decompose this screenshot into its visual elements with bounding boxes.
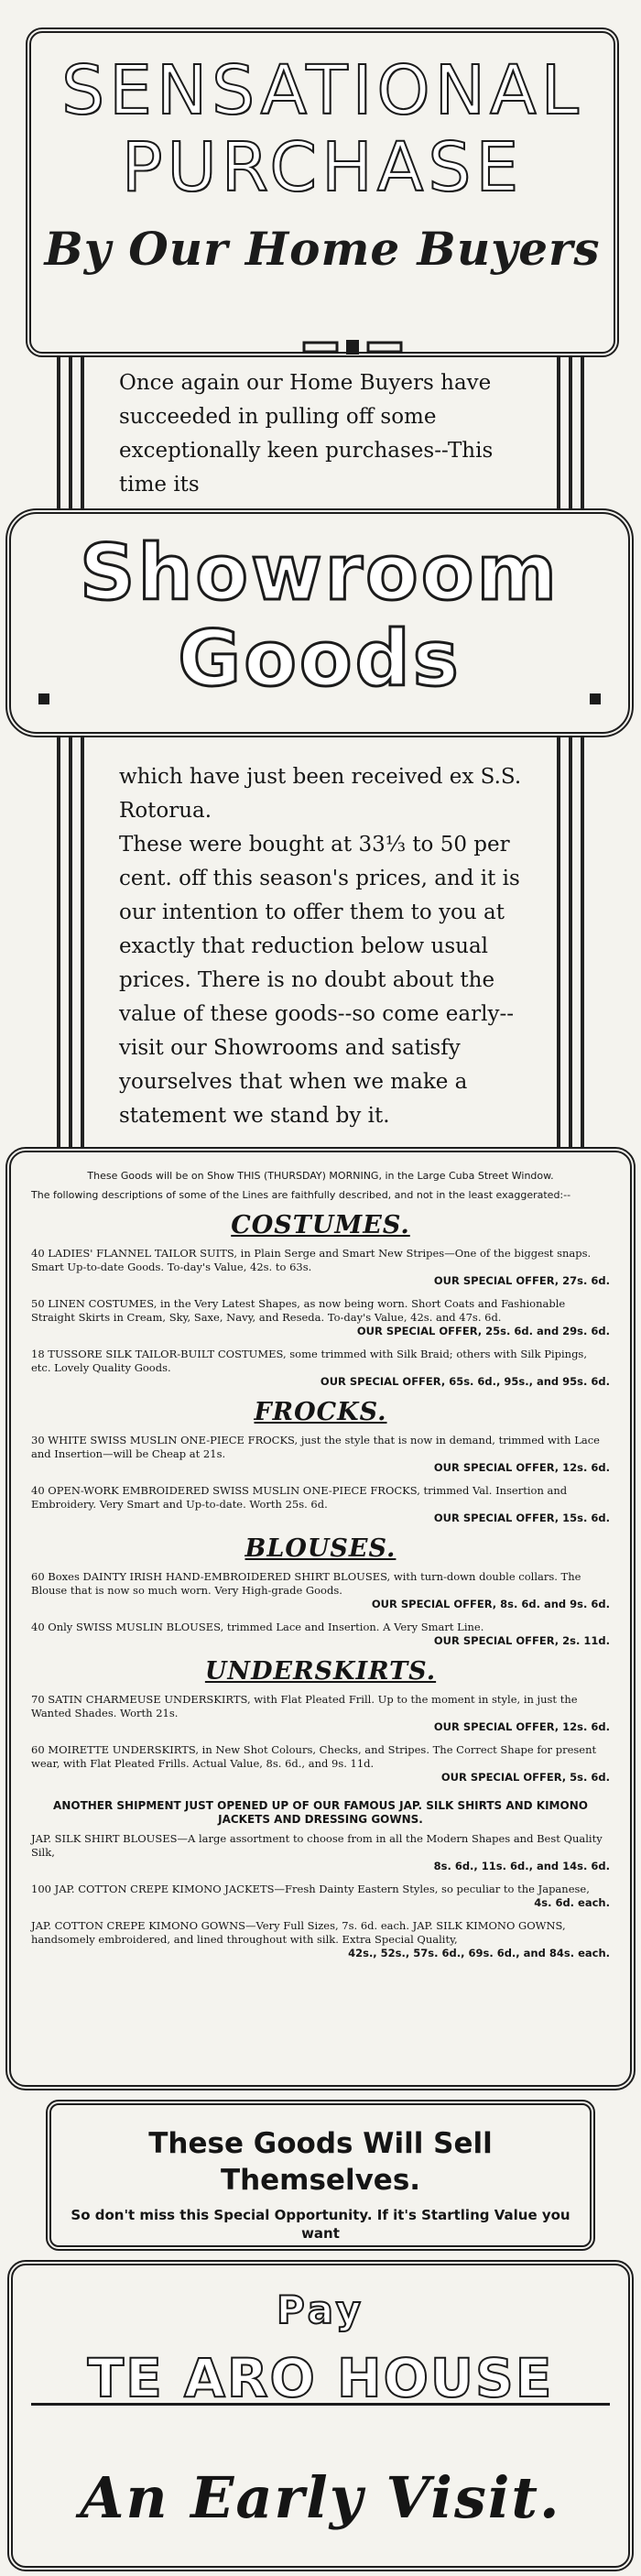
sell-line-1: These Goods Will Sell (148, 2127, 493, 2160)
section-underskirts: UNDERSKIRTS. (204, 1657, 437, 1686)
square-ornament (38, 693, 49, 704)
left-border-bars (57, 353, 84, 518)
early-visit-tagline: An Early Visit. (80, 2464, 561, 2531)
square-ornament (590, 693, 601, 704)
section-costumes: COSTUMES. (231, 1211, 410, 1239)
received-note: which have just been received ex S.S. Rotorua. (119, 765, 522, 823)
intro-paragraph: Once again our Home Buyers have succeeded in pulling off some exceptionally keen purchases--This time its (119, 371, 494, 497)
pay-te-aro-box (7, 2260, 634, 2571)
pay-word: Pay (276, 2287, 365, 2332)
section-blouses: BLOUSES. (244, 1534, 397, 1563)
showroom-goods-banner (5, 508, 634, 737)
sell-line-3: So don't miss this Special Opportunity. If it's Startling Value you want (71, 2207, 570, 2242)
headline-subtitle: By Our Home Buyers (44, 222, 601, 276)
list-item: 70 SATIN CHARMEUSE UNDERSKIRTS, with Flat Pleated Frill. Up to the moment in style, in just the Wanted Shades. Worth 21s. OUR SPECIAL OFFER, 12s. 6d. (31, 1693, 610, 1733)
sell-themselves-box (46, 2100, 595, 2251)
list-item: JAP. COTTON CREPE KIMONO GOWNS—Very Full Sizes, 7s. 6d. each. JAP. SILK KIMONO GOWNS, handsomely embroidered, and lined throughout with silk. Extra Special Quality, 42s., 52s., 57s. 6d., 69s. 6d., and 84s. each. (31, 1919, 610, 1959)
list-item: 40 LADIES' FLANNEL TAILOR SUITS, in Plain Serge and Smart New Stripes—One of the biggest snaps. Smart Up-to-date Goods. To-day's Value, 42s. to 63s. OUR SPECIAL OFFER, 27s. 6d. (31, 1247, 610, 1287)
te-aro-house-title: TE ARO HOUSE (87, 2347, 554, 2409)
list-item: 30 WHITE SWISS MUSLIN ONE-PIECE FROCKS, just the style that is now in demand, trimmed with Lace and Insertion—will be Cheap at 21s. OUR SPECIAL OFFER, 12s. 6d. (31, 1434, 610, 1474)
list-item: 100 JAP. COTTON CREPE KIMONO JACKETS—Fresh Dainty Eastern Styles, so peculiar to the Japanese, 4s. 6d. each. (31, 1883, 610, 1909)
descriptions-notice: The following descriptions of some of the Lines are faithfully described, and not in the least exaggerated:-- (31, 1189, 571, 1201)
section-frocks: FROCKS. (254, 1398, 387, 1426)
right-border-bars (557, 353, 584, 518)
left-border-bars (57, 733, 84, 1154)
goods-list-box (5, 1147, 636, 2090)
divider-rule (31, 2403, 610, 2406)
list-item: 60 Boxes DAINTY IRISH HAND-EMBROIDERED SHIRT BLOUSES, with turn-down double collars. The Blouse that is now so much worn. Very High-grade Goods. OUR SPECIAL OFFER, 8s. 6d. and 9s. 6d. (31, 1570, 610, 1610)
list-item: 18 TUSSORE SILK TAILOR-BUILT COSTUMES, some trimmed with Silk Braid; others with Silk Pipings, etc. Lovely Quality Goods. OUR SPECIAL OFFER, 65s. 6d., 95s., and 95s. 6d. (31, 1348, 610, 1388)
right-border-bars (557, 733, 584, 1154)
headline-sensational: SENSATIONAL (61, 51, 583, 130)
goods-word: Goods (178, 614, 462, 704)
ornament-divider (302, 337, 403, 357)
headline-box (26, 27, 619, 357)
list-item: 60 MOIRETTE UNDERSKIRTS, in New Shot Colours, Checks, and Stripes. The Correct Shape for present wear, with Flat Pleated Frills. Actual Value, 8s. 6d., and 9s. 11d. OUR SPECIAL OFFER, 5s. 6d. (31, 1743, 610, 1784)
list-item: 40 OPEN-WORK EMBROIDERED SWISS MUSLIN ONE-PIECE FROCKS, trimmed Val. Insertion and Embroidery. Very Smart and Up-to-date. Worth 25s. 6d. OUR SPECIAL OFFER, 15s. 6d. (31, 1484, 610, 1524)
shipment-notice: ANOTHER SHIPMENT JUST OPENED UP OF OUR FAMOUS JAP. SILK SHIRTS AND KIMONO JACKETS AND DRESSING GOWNS. (53, 1799, 588, 1826)
list-item: 50 LINEN COSTUMES, in the Very Latest Shapes, as now being worn. Short Coats and Fashionable Straight Skirts in Cream, Sky, Saxe, Navy, and Reseda. To-day's Value, 42s. and 47s. 6d. OUR SPECIAL OFFER, 25s. 6d. and 29s. 6d. (31, 1297, 610, 1337)
show-notice: These Goods will be on Show THIS (THURSDAY) MORNING, in the Large Cuba Street Window. (87, 1170, 554, 1182)
list-item: 40 Only SWISS MUSLIN BLOUSES, trimmed Lace and Insertion. A Very Smart Line. OUR SPECIAL OFFER, 2s. 11d. (31, 1621, 610, 1647)
pricing-paragraph: These were bought at 33⅓ to 50 per cent. off this season's prices, and it is our intention to offer them to you at exactly that reduction below usual prices. There is no doubt about the value of these goods--so come early--visit our Showrooms and satisfy yourselves that when we make a statement we stand by it. (119, 833, 520, 1128)
sell-line-2: Themselves. (220, 2164, 421, 2197)
showroom-word: Showroom (80, 528, 560, 617)
list-item: JAP. SILK SHIRT BLOUSES—A large assortment to choose from in all the Modern Shapes and Best Quality Silk, 8s. 6d., 11s. 6d., and 14s. 6d. (31, 1832, 610, 1872)
headline-purchase: PURCHASE (121, 128, 524, 207)
middle-text (119, 760, 522, 1133)
